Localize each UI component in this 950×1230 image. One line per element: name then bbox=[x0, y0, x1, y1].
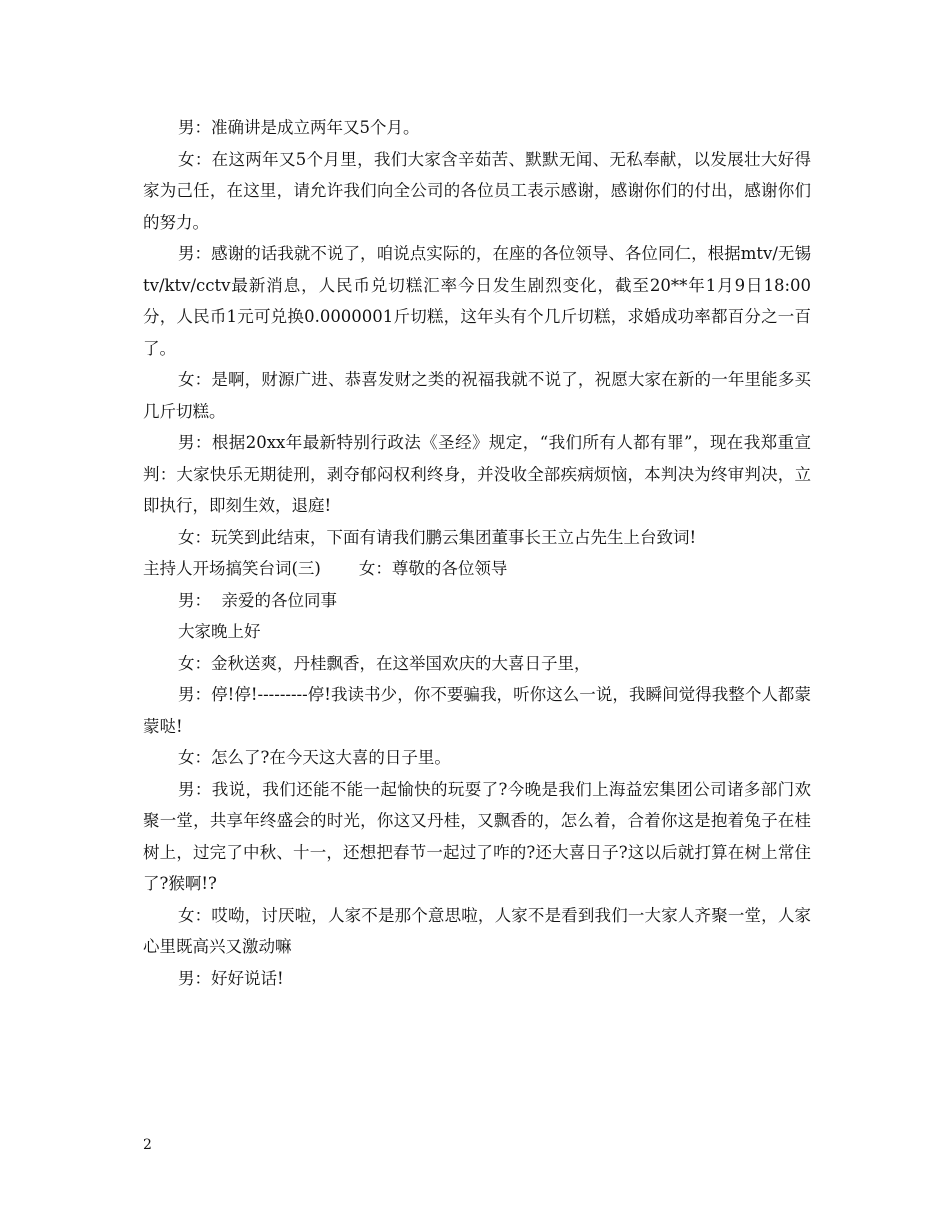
document-body bbox=[143, 112, 811, 994]
paragraph: 女：在这两年又5个月里，我们大家含辛茹苦、默默无闻、无私奉献，以发展壮大好得家为己任，在这里，请允许我们向全公司的各位员工表示感谢，感谢你们的付出，感谢你们的努力。 bbox=[143, 149, 811, 232]
paragraph: 男：好好说话! bbox=[178, 968, 284, 988]
paragraph: 男： 亲爱的各位同事 bbox=[178, 590, 337, 610]
section-heading-line bbox=[143, 553, 811, 585]
paragraph: 女：是啊，财源广进、恭喜发财之类的祝福我就不说了，祝愿大家在新的一年里能多买几斤切糕。 bbox=[143, 370, 811, 421]
section-title: 主持人开场搞笑台词(三) bbox=[143, 559, 321, 578]
paragraph: 男：根据20xx年最新特别行政法《圣经》规定，“我们所有人都有罪”，现在我郑重宣判：大家快乐无期徒刑，剥夺郁闷权利终身，并没收全部疾病烦恼，本判决为终审判决，立即执行，即刻生效，退庭! bbox=[143, 433, 811, 515]
paragraph: 女：怎么了?在今天这大喜的日子里。 bbox=[178, 748, 451, 767]
paragraph: 女：金秋送爽，丹桂飘香，在这举国欢庆的大喜日子里， bbox=[178, 653, 591, 673]
paragraph: 男：感谢的话我就不说了，咱说点实际的，在座的各位领导、各位同仁，根据mtv/无锡tv/ktv/cctv最新消息，人民币兑切糕汇率今日发生剧烈变化，截至20**年1月9日18:00分，人民币1元可兑换0.0000001斤切糕，这年头有个几斤切糕，求婚成功率都百分之一百了。 bbox=[143, 244, 811, 358]
paragraph: 女：玩笑到此结束，下面有请我们鹏云集团董事长王立占先生上台致词! bbox=[178, 527, 697, 547]
paragraph: 男：准确讲是成立两年又5个月。 bbox=[178, 118, 420, 137]
paragraph: 女：哎呦，讨厌啦，人家不是那个意思啦，人家不是看到我们一大家人齐聚一堂，人家心里既高兴又激动嘛 bbox=[143, 905, 811, 956]
paragraph: 男：我说，我们还能不能一起愉快的玩耍了?今晚是我们上海益宏集团公司诸多部门欢聚一堂，共享年终盛会的时光，你这又丹桂，又飘香的，怎么着，合着你这是抱着兔子在桂树上，过完了中秋、十一，还想把春节一起过了咋的?还大喜日子?这以后就打算在树上常住了?猴啊!? bbox=[143, 779, 811, 893]
paragraph: 大家晚上好 bbox=[178, 622, 261, 641]
section-first-line: 女：尊敬的各位领导 bbox=[358, 559, 508, 578]
paragraph: 男：停!停!---------停!我读书少，你不要骗我，听你这么一说，我瞬间觉得我整个人都蒙蒙哒! bbox=[143, 685, 811, 736]
page-number: 2 bbox=[143, 1137, 152, 1153]
